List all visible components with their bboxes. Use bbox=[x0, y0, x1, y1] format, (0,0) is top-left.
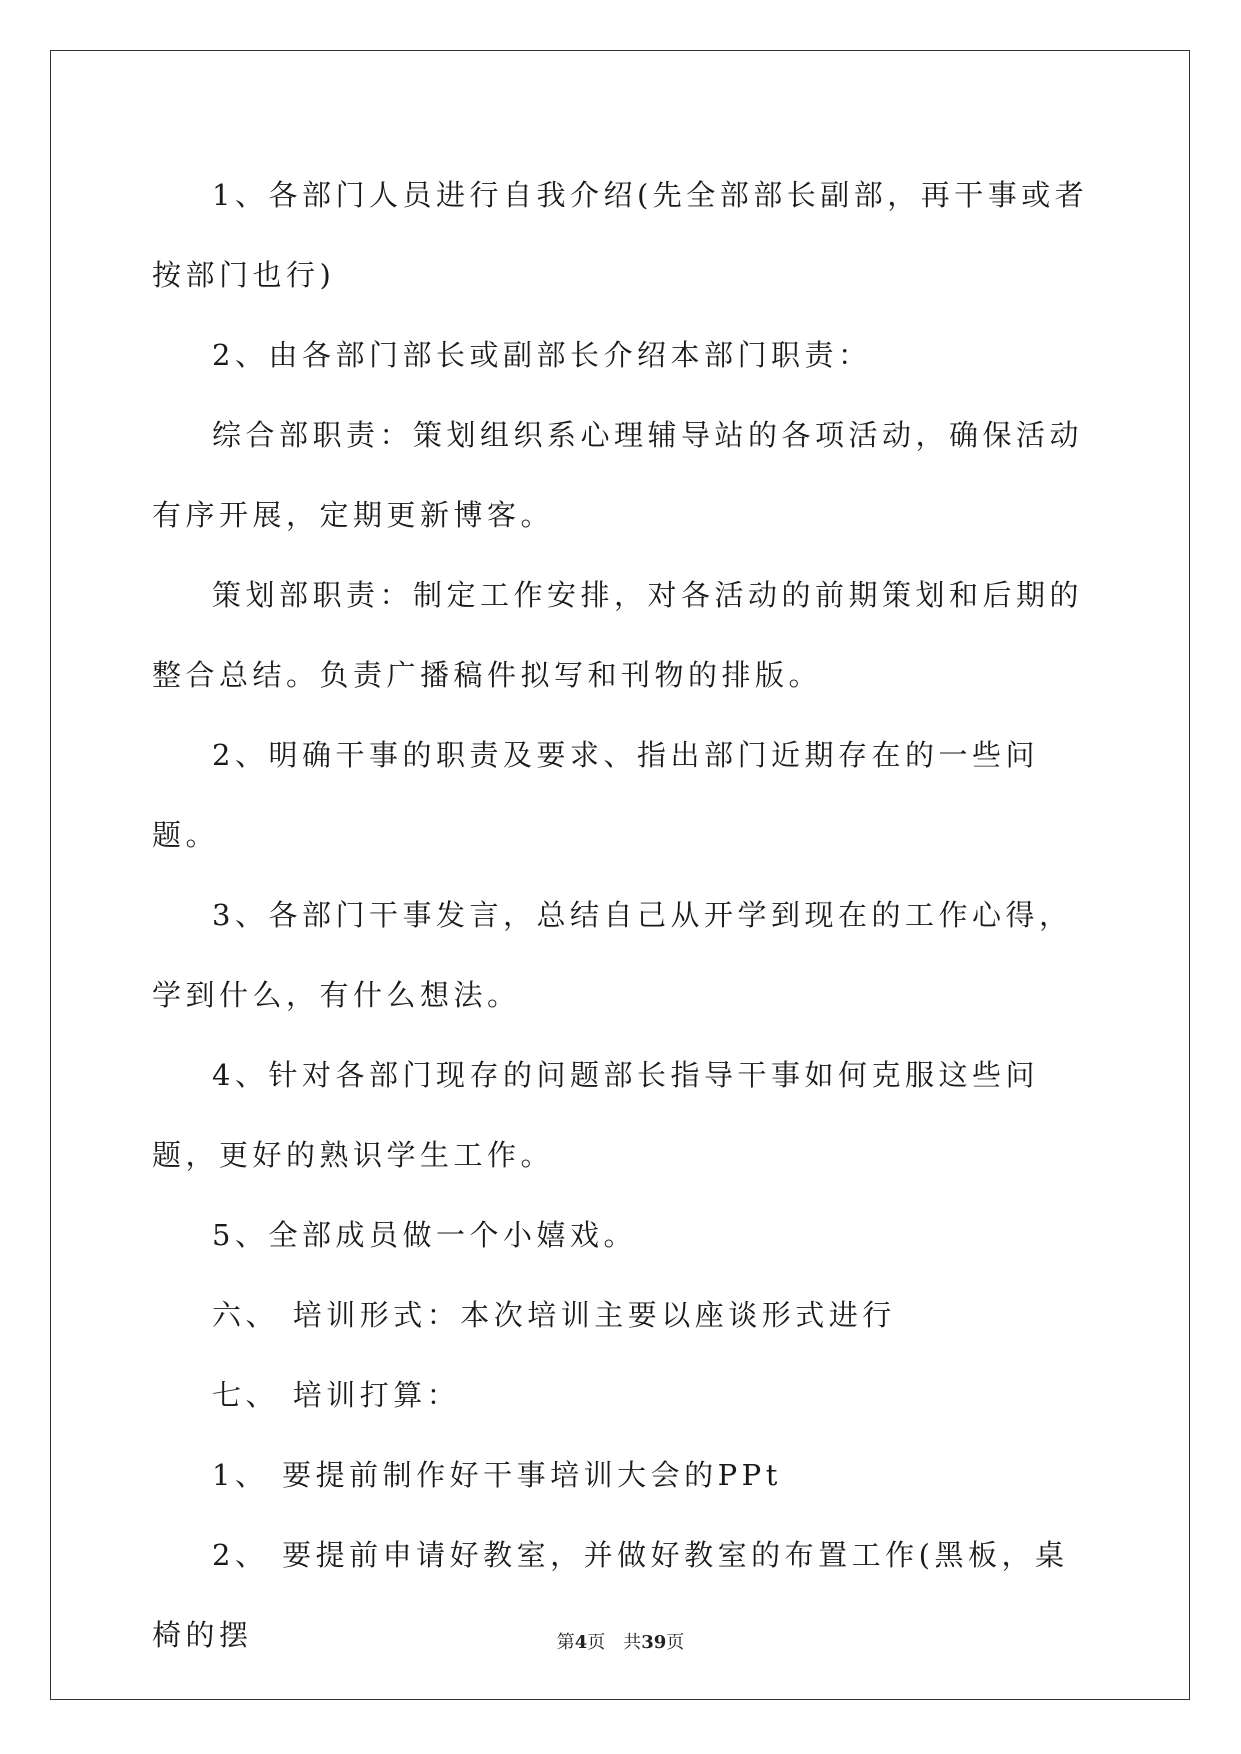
footer-total-prefix: 共 bbox=[623, 1632, 642, 1653]
page-footer bbox=[0, 1628, 1241, 1654]
document-body bbox=[152, 155, 1092, 1675]
footer-page-number: 4 bbox=[574, 1632, 588, 1653]
paragraph-1: 1、各部门人员进行自我介绍(先全部部长副部，再干事或者按部门也行) bbox=[152, 178, 1089, 292]
footer-total-pages: 39 bbox=[641, 1632, 667, 1653]
paragraph-5: 2、明确干事的职责及要求、指出部门近期存在的一些问题。 bbox=[152, 738, 1039, 852]
paragraph-4: 策划部职责：制定工作安排，对各活动的前期策划和后期的整合总结。负责广播稿件拟写和刊物的排版。 bbox=[152, 578, 1084, 692]
paragraph-2: 2、由各部门部长或副部长介绍本部门职责： bbox=[212, 338, 872, 372]
paragraph-7: 4、针对各部门现存的问题部长指导干事如何克服这些问题，更好的熟识学生工作。 bbox=[152, 1058, 1039, 1172]
paragraph-3: 综合部职责：策划组织系心理辅导站的各项活动，确保活动有序开展，定期更新博客。 bbox=[152, 418, 1084, 532]
footer-page-prefix: 第 bbox=[556, 1632, 575, 1653]
footer-total-suffix: 页 bbox=[666, 1632, 685, 1653]
paragraph-11: 1、 要提前制作好干事培训大会的PPt bbox=[212, 1458, 782, 1492]
paragraph-10: 七、 培训打算： bbox=[212, 1378, 461, 1412]
paragraph-9: 六、 培训形式：本次培训主要以座谈形式进行 bbox=[212, 1298, 896, 1332]
paragraph-8: 5、全部成员做一个小嬉戏。 bbox=[212, 1218, 637, 1252]
paragraph-12: 2、 要提前申请好教室，并做好教室的布置工作(黑板，桌椅的摆 bbox=[152, 1538, 1069, 1652]
footer-page-suffix: 页 bbox=[587, 1632, 606, 1653]
paragraph-6: 3、各部门干事发言，总结自己从开学到现在的工作心得，学到什么，有什么想法。 bbox=[152, 898, 1073, 1012]
